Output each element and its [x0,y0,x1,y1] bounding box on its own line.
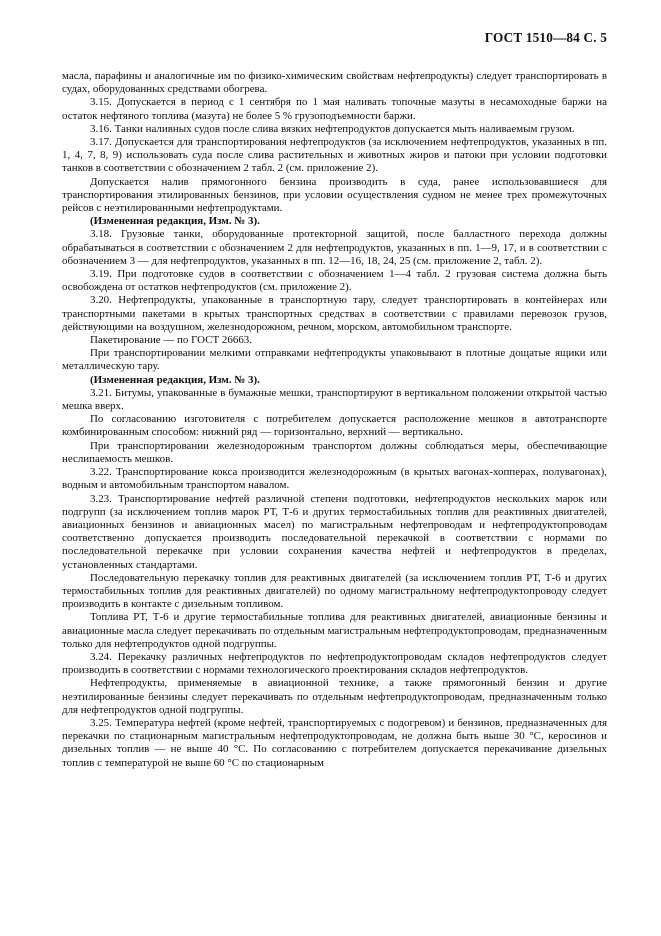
paragraph: При транспортировании мелкими отправками нефтепродукты упаковывают в плотные дощатые ящики или металлическую тару. [62,347,607,373]
paragraph: 3.19. При подготовке судов в соответствии с обозначением 1—4 табл. 2 грузовая система должна быть освобождена от остатков нефтепродуктов (см. приложение 2). [62,268,607,294]
amendment-note: (Измененная редакция, Изм. № 3). [90,373,260,386]
paragraph: 3.22. Транспортирование кокса производится железнодорожным (в крытых вагонах-хопперах, полувагонах), водным и автомобильным транспортом навалом. [62,466,607,492]
paragraph: 3.15. Допускается в период с 1 сентября по 1 мая наливать топочные мазуты в несамоходные баржи на остаток нефтяного топлива (мазута) не более 5 % грузоподъемности баржи. [62,96,607,122]
paragraph: масла, парафины и аналогичные им по физико-химическим свойствам нефтепродукты) следует транспортировать в судах, оборудованных средствами обогрева. [62,70,607,96]
paragraph: 3.20. Нефтепродукты, упакованные в транспортную тару, следует транспортировать в контейнерах или транспортными пакетами в крытых транспортных средствах в соответствии с правилами перевозок грузов, действующими на воздушном, железнодорожном, речном, морском, автомобильном транспорте. [62,294,607,333]
paragraph: 3.21. Битумы, упакованные в бумажные мешки, транспортируют в вертикальном положении открытой частью мешка вверх. [62,386,607,413]
paragraph: Топлива РТ, Т-6 и другие термостабильные топлива для реактивных двигателей, авиационные бензины и авиационные масла следует перекачивать по отдельным магистральным нефтепродуктопроводам, предназначенным только для нефтепродуктов одной подгруппы. [62,611,607,650]
paragraph: 3.17. Допускается для транспортирования нефтепродуктов (за исключением нефтепродуктов, указанных в пп. 1, 4, 7, 8, 9) использовать суда после слива растительных и животных жиров и патоки при условии подготовки танков в соответствии с обозначением 2 табл. 2 (см. приложение 2). [62,136,607,175]
paragraph: Допускается налив прямогонного бензина производить в суда, ранее использовавшиеся для транспортирования этилированных бензинов, при условии осуществления судном не менее трех промежуточных рейсов с неэтилированными нефтепродуктами. [62,175,607,215]
paragraph: Пакетирование — по ГОСТ 26663. [90,334,252,347]
paragraph: 3.24. Перекачку различных нефтепродуктов по нефтепродуктопроводам складов нефтепродуктов следует производить в соответствии с нормами технологического проектирования складов нефтепродуктов. [62,650,607,677]
paragraph: 3.16. Танки наливных судов после слива вязких нефтепродуктов допускается мыть наливаемым грузом. [90,122,575,135]
paragraph: 3.25. Температура нефтей (кроме нефтей, транспортируемых с подогревом) и бензинов, предназначенных для перекачки по стационарным магистральным нефтепродуктопроводам, не должна быть выше 30 °С, керосинов и дизельных топлив — не выше 40 °С. По согласованию с потребителем допускается перекачивание дизельных топлив с температурой не выше 60 °С по стационарным [62,716,607,769]
amendment-note: (Измененная редакция, Изм. № 3). [90,215,260,228]
document-body [62,70,607,770]
paragraph: 3.18. Грузовые танки, оборудованные протекторной защитой, после балластного перехода должны обрабатываться в соответствии с обозначением 2 для нефтепродуктов, указанных в пп. 1—9, 17, и в соответствии с обозначением 3 — для нефтепродуктов, указанных в пп. 12—16, 18, 24, 25 (см. приложение 2, табл. 2). [62,228,607,267]
paragraph: Нефтепродукты, применяемые в авиационной технике, а также прямогонный бензин и другие неэтилированные бензины следует перекачивать по отдельным нефтепродуктопроводам, предназначенным только для нефтепродуктов одной подгруппы. [62,677,607,716]
paragraph: Последовательную перекачку топлив для реактивных двигателей (за исключением топлив РТ, Т-6 и других термостабильных топлив для реактивных двигателей) по одному магистральному нефтепродуктопроводу следует производить в контакте с дизельным топливом. [62,571,607,611]
paragraph: По согласованию изготовителя с потребителем допускается расположение мешков в автотранспорте комбинированным способом: нижний ряд — горизонтально, верхний — вертикально. [62,413,607,439]
running-header: ГОСТ 1510—84 С. 5 [484,30,607,45]
paragraph: 3.23. Транспортирование нефтей различной степени подготовки, нефтепродуктов нескольких марок или подгрупп (за исключением топлив марок РТ, Т-6 и других термостабильных топлив для реактивных двигателей, авиационных бензинов и авиационных масел) по магистральным нефтепроводам и нефтепродуктопроводам соответственно допускается производить последовательной перекачкой в соответствии с нормами по последовательной перекачке при условии сохранения качества нефтей и нефтепродуктов в пределах, установленных стандартами. [62,492,607,571]
paragraph: При транспортировании железнодорожным транспортом должны соблюдаться меры, обеспечивающие неслипаемость мешков. [62,439,607,465]
